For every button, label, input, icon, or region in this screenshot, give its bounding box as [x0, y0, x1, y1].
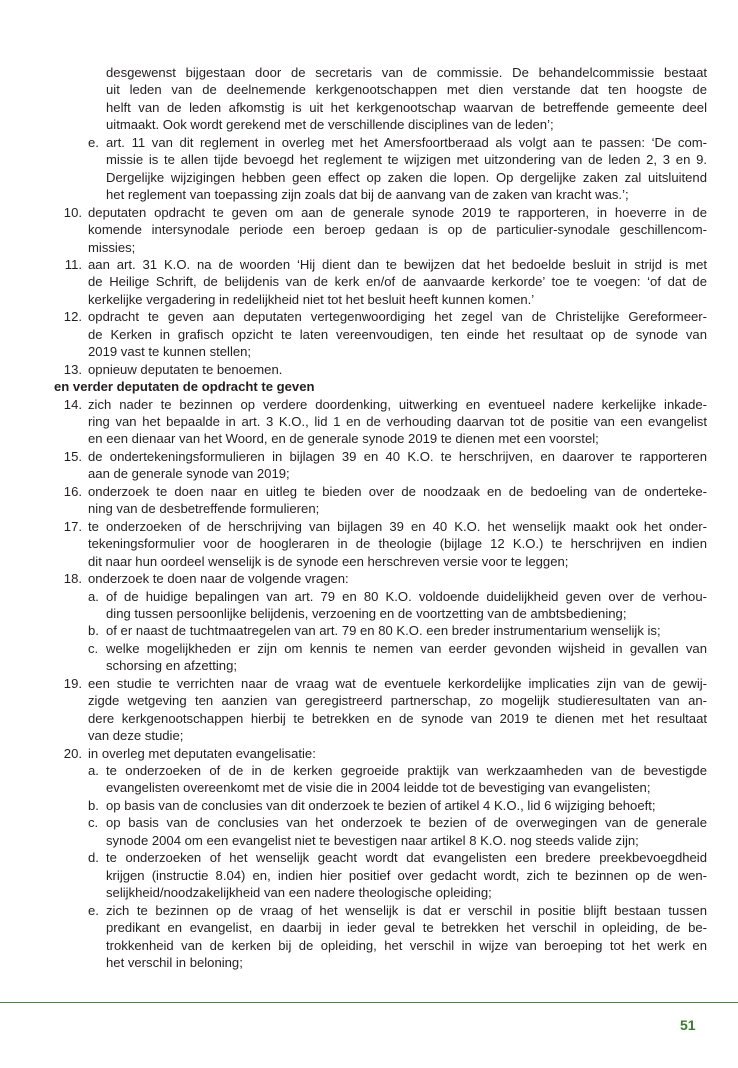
- item-label: 20.: [63, 745, 82, 761]
- item-text-line: het reglement van toepassing zijn zoals dat bij de aanvang van de zaken van kracht was.’;: [106, 187, 629, 203]
- item-text-line: uitmaakt. Ook wordt gerekend met de verschillende disciplines van de leden’;: [106, 117, 554, 133]
- item-text-line: onderzoek te doen naar en uitleg te bieden over de noodzaak en de bedoeling van de onderteke-: [88, 483, 707, 499]
- item-label: 15.: [63, 448, 82, 464]
- item-text-line: Dergelijke wijzigingen hebben geen effect op zaken die lopen. Op dergelijke zaken zal uitsluitend: [106, 169, 707, 185]
- item-text-line: aan de generale synode van 2019;: [88, 466, 290, 482]
- item-text-line: van deze studie;: [88, 728, 184, 744]
- item-text-line: op basis van de conclusies van dit onderzoek te bezien of artikel 4 K.O., lid 6 wijziging behoeft;: [106, 797, 656, 813]
- item-text-line: zigde wetgeving ten aanzien van geregistreerd partnerschap, zo mogelijk studieresultaten van an-: [88, 693, 707, 709]
- item-label: 11.: [64, 256, 82, 272]
- item-text-line: komende intersynodale periode een beroep gedaan is op de particulier-synodale geschillencom-: [88, 222, 707, 238]
- item-text-line: tekeningsformulier voor de hoogleraren in de theologie (bijlage 12 K.O.) te herschrijven en indien: [88, 536, 707, 552]
- item-text-line: te onderzoeken of het wenselijk geacht wordt dat evangelisten een bredere preekbevoegdheid: [106, 850, 707, 866]
- item-text-line: ring van het bepaalde in art. 3 K.O., lid 1 en de verhouding daarvan tot de positie van een evangelist: [88, 414, 707, 429]
- item-label: a.: [88, 763, 99, 778]
- item-label: a.: [88, 588, 99, 604]
- item-text-line: uit leden van de deelnemende kerkgenootschappen met dien verstande dat ten hoogste de: [106, 82, 707, 98]
- item-label: 17.: [63, 518, 82, 534]
- item-text-line: ding tussen persoonlijke belijdenis, verzoening en de voortzetting van de ambtsbediening;: [106, 605, 627, 621]
- item-text-line: opdracht te geven aan deputaten vertegenwoordiging het zegel van de Christelijke Gereformeer-: [88, 309, 707, 325]
- item-text-line: helft van de leden afkomstig is uit het kerkgenootschap waarvan de betreffende gemeente deel: [106, 99, 707, 115]
- item-label: 16.: [63, 483, 82, 499]
- item-text-line: en een dienaar van het Woord, en de generale synode 2019 te dienen met een voorstel;: [88, 431, 599, 447]
- item-text-line: in overleg met deputaten evangelisatie:: [88, 745, 316, 761]
- item-label: 10.: [63, 204, 82, 220]
- section-heading: en verder deputaten de opdracht te geven: [54, 379, 315, 395]
- item-label: 14.: [63, 396, 82, 412]
- item-label: 19.: [63, 675, 82, 691]
- item-text-line: kerkelijke vergadering in redelijkheid niet tot het besluit heeft kunnen komen.’: [88, 291, 535, 307]
- item-text-line: welke mogelijkheden er zijn om kennis te nemen van eerder gevonden wijsheid in gevallen van: [106, 640, 707, 656]
- item-label: e.: [88, 902, 99, 918]
- item-text-line: de Kerken in grafisch opzicht te laten vereenvoudigen, ten einde het resultaat op de synode van: [88, 326, 707, 342]
- item-label: 13.: [63, 361, 82, 377]
- item-text-line: zich te bezinnen op de vraag of het wenselijk is dat er verschil in positie blijft bestaan tussen: [106, 902, 707, 918]
- item-text-line: aan art. 31 K.O. na de woorden ‘Hij dient dan te bewijzen dat het bedoelde besluit in strijd is met: [88, 256, 707, 272]
- item-text-line: 2019 vast te kunnen stellen;: [88, 344, 252, 360]
- page-number: 51: [680, 1017, 696, 1033]
- item-label: 12.: [63, 309, 82, 325]
- item-label: 18.: [63, 571, 82, 587]
- item-text-line: de ondertekeningsformulieren in bijlagen 39 en 40 K.O. te herschrijven, en daarover te rapporteren: [88, 448, 707, 464]
- item-label: d.: [88, 850, 99, 866]
- item-text-line: missie is te allen tijde bevoegd het reglement te wijzigen met uitzondering van de leden 2, 3 en 9.: [106, 152, 707, 168]
- item-text-line: missies;: [88, 239, 136, 255]
- item-text-line: selijkheid/noodzakelijkheid van een nadere theologische opleiding;: [106, 885, 492, 901]
- item-text-line: het verschil in beloning;: [106, 954, 243, 970]
- item-text-line: ning van de desbetreffende formulieren;: [88, 501, 320, 517]
- item-text-line: zich nader te bezinnen op verdere doordenking, uitwerking en eventueel nadere kerkelijke inkade-: [88, 396, 707, 412]
- item-text-line: op basis van de conclusies van het onderzoek te bezien of de overwegingen van de generale: [106, 815, 707, 831]
- item-text-line: de Heilige Schrift, de belijdenis van de kerk en/of de aanvaarde kerkorde’ toe te voegen: ‘of dat de: [88, 274, 707, 290]
- item-label: c.: [88, 640, 99, 656]
- item-text-line: opnieuw deputaten te benoemen.: [88, 361, 283, 377]
- item-label: c.: [88, 815, 99, 831]
- item-text-line: of de huidige bepalingen van art. 79 en 80 K.O. voldoende duidelijkheid geven over de verhou-: [106, 588, 707, 604]
- item-text-line: dit naar hun oordeel wenselijk is de synode een herschreven versie voor te leggen;: [88, 553, 569, 569]
- item-text-line: synode 2004 om een evangelist niet te bevestigen naar artikel 8 K.O. nog steeds valide zijn;: [106, 832, 639, 848]
- item-text-line: deputaten opdracht te geven om aan de generale synode 2019 te rapporteren, in hoeverre in de: [88, 204, 707, 220]
- item-label: e.: [88, 134, 99, 150]
- item-label: b.: [88, 797, 99, 813]
- item-text-line: evangelisten overeenkomt met de visie die in 2004 leidde tot de bevestiging van evangelisten;: [106, 780, 651, 796]
- item-text-line: een studie te verrichten naar de vraag wat de eventuele kerkordelijke implicaties zijn van de gewij-: [88, 675, 707, 691]
- footer-rule: [0, 1002, 738, 1003]
- item-text-line: te onderzoeken of de herschrijving van bijlagen 39 en 40 K.O. het wenselijk maakt ook het onder-: [88, 518, 707, 534]
- item-text-line: onderzoek te doen naar de volgende vragen:: [88, 571, 349, 587]
- item-text-line: desgewenst bijgestaan door de secretaris van de commissie. De behandelcommissie bestaat: [106, 65, 707, 80]
- item-text-line: predikant en evangelist, en daarbij in ieder geval te betrekken het verschil in opleiding, de be-: [106, 920, 707, 936]
- item-text-line: trokkenheid van de kerken bij de opleiding, het verschil in wijze van beroeping tot het werk en: [106, 937, 707, 953]
- item-text-line: te onderzoeken of de in de kerken gegroeide praktijk van werkzaamheden van de bevestigde: [106, 763, 707, 778]
- item-label: b.: [88, 623, 99, 639]
- item-text-line: of er naast de tuchtmaatregelen van art. 79 en 80 K.O. een breder instrumentarium wenselijk is;: [106, 623, 661, 639]
- item-text-line: krijgen (instructie 8.04) en, indien hier positief over gedacht wordt, zich te bezinnen op de wen-: [106, 867, 707, 883]
- item-text-line: schorsing en afzetting;: [106, 658, 238, 674]
- item-text-line: dere kerkgenootschappen hierbij te betrekken en de synode van 2019 te dienen met het resultaat: [88, 710, 707, 726]
- item-text-line: art. 11 van dit reglement in overleg met het Amersfoortberaad als volgt aan te passen: ‘De com-: [106, 134, 707, 150]
